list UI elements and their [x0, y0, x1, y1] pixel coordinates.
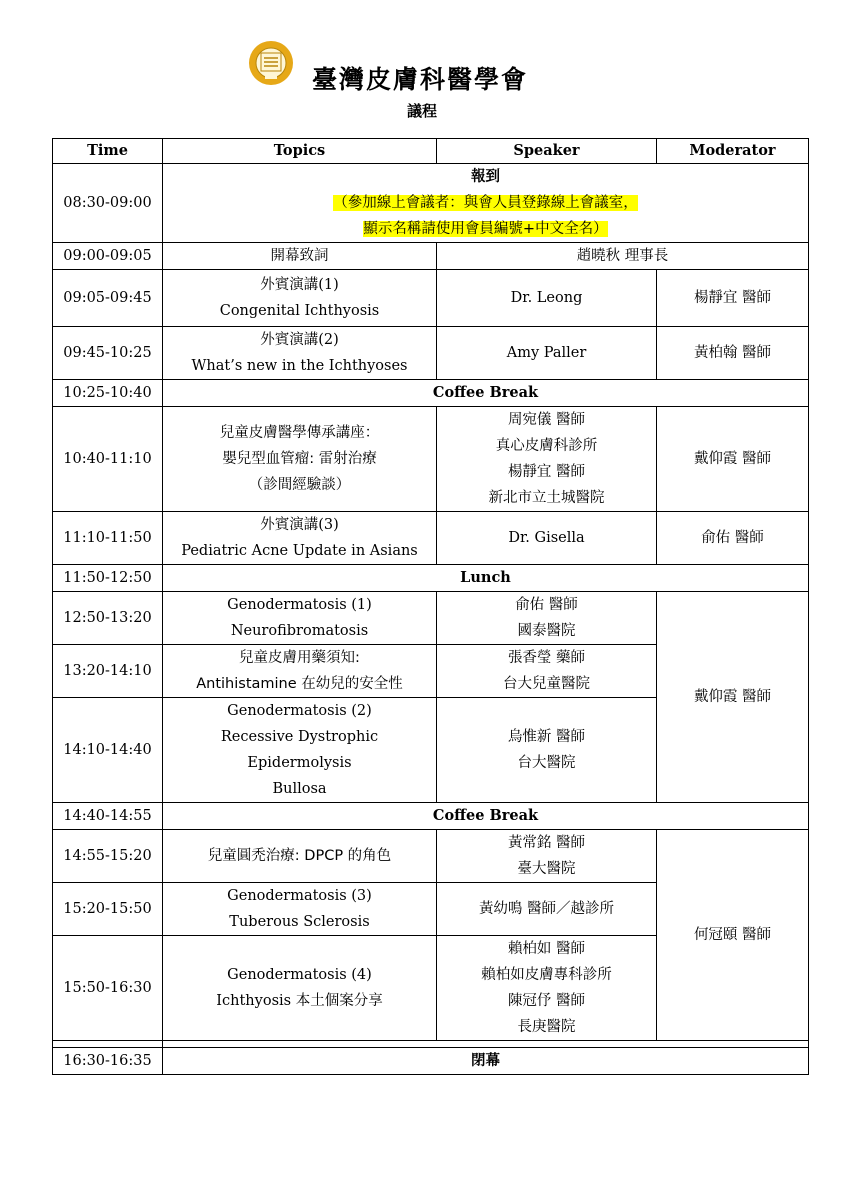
- topic-line: Genodermatosis (1): [227, 597, 372, 613]
- speaker-line: 新北市立土城醫院: [488, 490, 605, 506]
- table-row: [53, 164, 809, 243]
- moderator-cell: 何冠頤 醫師: [657, 830, 809, 1041]
- speaker-line: 長庚醫院: [517, 1019, 576, 1035]
- header-time: Time: [53, 139, 163, 164]
- moderator-cell: 黃柏翰 醫師: [657, 327, 809, 380]
- time-cell: 14:55-15:20: [53, 830, 163, 883]
- time-cell: 11:50-12:50: [53, 565, 163, 592]
- time-cell: 10:25-10:40: [53, 380, 163, 407]
- speaker-cell: [437, 936, 657, 1041]
- registration-cell: [163, 164, 809, 243]
- topic-cell: [163, 512, 437, 565]
- topic-line: Recessive Dystrophic Epidermolysis: [220, 729, 379, 771]
- break-cell: Coffee Break: [163, 803, 809, 830]
- speaker-cell: [437, 645, 657, 698]
- time-cell: 09:05-09:45: [53, 270, 163, 327]
- moderator-cell: 戴仰霞 醫師: [657, 592, 809, 803]
- agenda-table: [52, 138, 809, 1075]
- topic-cell: [163, 407, 437, 512]
- speaker-line: 台大醫院: [517, 755, 576, 771]
- speaker-line: 賴柏如 醫師: [507, 941, 586, 957]
- topic-line: 兒童皮膚用藥須知:: [239, 650, 360, 666]
- topic-cell: [163, 270, 437, 327]
- table-row: [53, 1048, 809, 1075]
- topic-cell: 開幕致詞: [163, 243, 437, 270]
- table-row: [53, 327, 809, 380]
- topic-line: Pediatric Acne Update in Asians: [181, 543, 418, 559]
- topic-line: What’s new in the Ichthyoses: [191, 358, 408, 374]
- topic-line: 嬰兒型血管瘤: 雷射治療: [222, 451, 377, 467]
- topic-cell: [163, 645, 437, 698]
- topic-line: Neurofibromatosis: [230, 623, 369, 639]
- speaker-cell: Amy Paller: [437, 327, 657, 380]
- topic-line: Genodermatosis (2): [227, 703, 372, 719]
- time-cell: 08:30-09:00: [53, 164, 163, 243]
- speaker-cell: [437, 407, 657, 512]
- table-spacer-row: [53, 1041, 809, 1048]
- topic-cell: 兒童圓禿治療: DPCP 的角色: [163, 830, 437, 883]
- speaker-line: 陳冠伃 醫師: [507, 993, 586, 1009]
- time-cell: 15:20-15:50: [53, 883, 163, 936]
- topic-line: Antihistamine 在幼兒的安全性: [196, 676, 403, 692]
- topic-cell: [163, 883, 437, 936]
- topic-cell: [163, 327, 437, 380]
- speaker-line: 國泰醫院: [517, 623, 576, 639]
- topic-cell: [163, 936, 437, 1041]
- table-row: [53, 592, 809, 645]
- table-row: [53, 803, 809, 830]
- topic-line: Bullosa: [272, 781, 327, 797]
- header-topics: Topics: [163, 139, 437, 164]
- speaker-line: 周宛儀 醫師: [507, 412, 586, 428]
- header-speaker: Speaker: [437, 139, 657, 164]
- speaker-line: 楊靜宜 醫師: [507, 464, 586, 480]
- time-cell: 13:20-14:10: [53, 645, 163, 698]
- speaker-cell: [437, 592, 657, 645]
- speaker-cell: Dr. Gisella: [437, 512, 657, 565]
- table-row: [53, 830, 809, 883]
- table-header-row: [53, 139, 809, 164]
- society-seal-icon: [248, 40, 294, 86]
- registration-title: 報到: [471, 169, 500, 185]
- topic-line: 兒童皮膚醫學傳承講座：: [219, 425, 380, 441]
- document-header: [0, 38, 844, 128]
- speaker-line: 烏惟新 醫師: [507, 729, 586, 745]
- speaker-line: 賴柏如皮膚專科診所: [481, 967, 612, 983]
- closing-cell: 閉幕: [163, 1048, 809, 1075]
- speaker-cell: Dr. Leong: [437, 270, 657, 327]
- time-cell: 14:10-14:40: [53, 698, 163, 803]
- table-row: [53, 270, 809, 327]
- time-cell: 11:10-11:50: [53, 512, 163, 565]
- time-cell: 15:50-16:30: [53, 936, 163, 1041]
- speaker-cell: 黃幼鳴 醫師／越診所: [437, 883, 657, 936]
- speaker-line: 台大兒童醫院: [503, 676, 590, 692]
- speaker-line: 黃常銘 醫師: [507, 835, 586, 851]
- moderator-cell: 楊靜宜 醫師: [657, 270, 809, 327]
- table-row: [53, 380, 809, 407]
- time-cell: 16:30-16:35: [53, 1048, 163, 1075]
- online-note-line-2: 顯示名稱請使用會員編號+中文全名）: [363, 221, 608, 237]
- speaker-line: 張香瑩 藥師: [507, 650, 586, 666]
- break-cell: Lunch: [163, 565, 809, 592]
- header-moderator: Moderator: [657, 139, 809, 164]
- speaker-cell: 趙曉秋 理事長: [437, 243, 809, 270]
- table-row: [53, 243, 809, 270]
- speaker-line: 俞佑 醫師: [515, 597, 578, 613]
- topic-line: 外賓演講(2): [260, 332, 339, 348]
- time-cell: 12:50-13:20: [53, 592, 163, 645]
- online-note-line-1: （參加線上會議者：與會人員登錄線上會議室，: [333, 195, 638, 211]
- break-cell: Coffee Break: [163, 380, 809, 407]
- speaker-cell: [437, 830, 657, 883]
- time-cell: 09:45-10:25: [53, 327, 163, 380]
- moderator-cell: 戴仰霞 醫師: [657, 407, 809, 512]
- speaker-line: 真心皮膚科診所: [495, 438, 598, 454]
- topic-line: Genodermatosis (4): [227, 967, 372, 983]
- moderator-cell: 俞佑 醫師: [657, 512, 809, 565]
- organization-title: 臺灣皮膚科醫學會: [312, 65, 529, 94]
- topic-cell: [163, 592, 437, 645]
- topic-line: （診間經驗談）: [248, 477, 351, 493]
- topic-line: 外賓演講(1): [260, 277, 339, 293]
- speaker-cell: [437, 698, 657, 803]
- topic-line: Tuberous Sclerosis: [229, 914, 370, 930]
- agenda-subtitle: 議程: [406, 102, 437, 120]
- table-row: [53, 512, 809, 565]
- topic-line: Genodermatosis (3): [227, 888, 372, 904]
- time-cell: 10:40-11:10: [53, 407, 163, 512]
- topic-line: Congenital Ichthyosis: [219, 303, 380, 319]
- speaker-line: 臺大醫院: [517, 861, 576, 877]
- topic-line: Ichthyosis 本土個案分享: [216, 993, 383, 1009]
- topic-cell: [163, 698, 437, 803]
- topic-line: 外賓演講(3): [260, 517, 339, 533]
- table-row: [53, 407, 809, 512]
- time-cell: 09:00-09:05: [53, 243, 163, 270]
- time-cell: 14:40-14:55: [53, 803, 163, 830]
- table-row: [53, 565, 809, 592]
